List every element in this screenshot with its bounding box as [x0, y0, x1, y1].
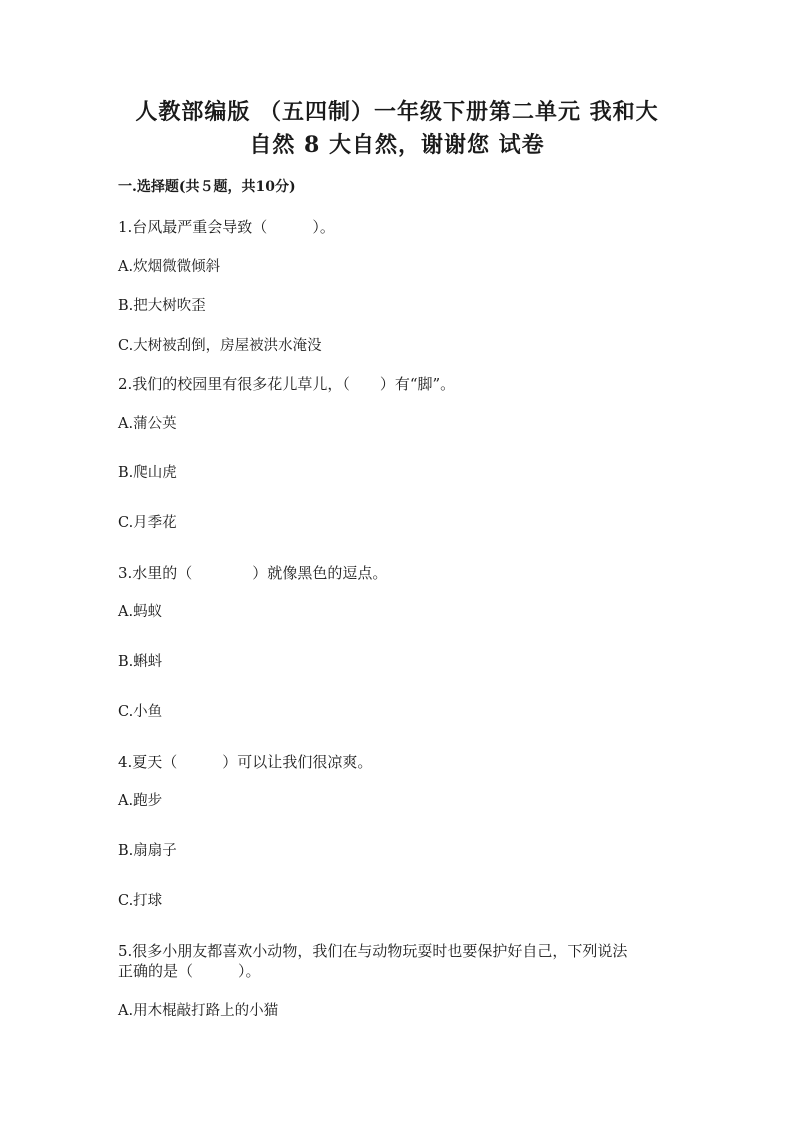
question-5-option-a: A.用木棍敲打路上的小猫 — [118, 1003, 279, 1019]
question-3-stem: 3.水里的（ ）就像黑色的逗点。 — [118, 564, 388, 582]
section-heading: 一.选择题(共５题，共10分) — [118, 179, 296, 195]
question-5-stem-line-2: 正确的是（ ）。 — [118, 962, 261, 980]
question-5-stem-line-1: 5.很多小朋友都喜欢小动物，我们在与动物玩耍时也要保护好自己，下列说法 — [118, 942, 628, 960]
document-title-line-2: 自然 8 大自然，谢谢您 试卷 — [249, 132, 545, 158]
question-2-option-c: C.月季花 — [118, 515, 177, 531]
question-2-stem: 2.我们的校园里有很多花儿草儿，（ ）有“脚”。 — [118, 375, 456, 393]
question-1-stem: 1.台风最严重会导致（ ）。 — [118, 218, 335, 236]
document-title-line-1: 人教部编版 （五四制）一年级下册第二单元 我和大 — [135, 99, 659, 125]
question-4-option-a: A.跑步 — [118, 793, 163, 809]
question-3-option-c: C.小鱼 — [118, 704, 163, 720]
question-2-option-a: A.蒲公英 — [118, 416, 177, 432]
question-1-option-c: C.大树被刮倒，房屋被洪水淹没 — [118, 338, 322, 354]
question-2-option-b: B.爬山虎 — [118, 465, 177, 481]
question-3-option-b: B.蝌蚪 — [118, 654, 163, 670]
question-4-option-c: C.打球 — [118, 893, 163, 909]
question-1-option-a: A.炊烟微微倾斜 — [118, 259, 221, 275]
question-3-option-a: A.蚂蚁 — [118, 604, 163, 620]
question-1-option-b: B.把大树吹歪 — [118, 298, 206, 314]
question-4-option-b: B.扇扇子 — [118, 843, 177, 859]
question-4-stem: 4.夏天（ ）可以让我们很凉爽。 — [118, 753, 373, 771]
